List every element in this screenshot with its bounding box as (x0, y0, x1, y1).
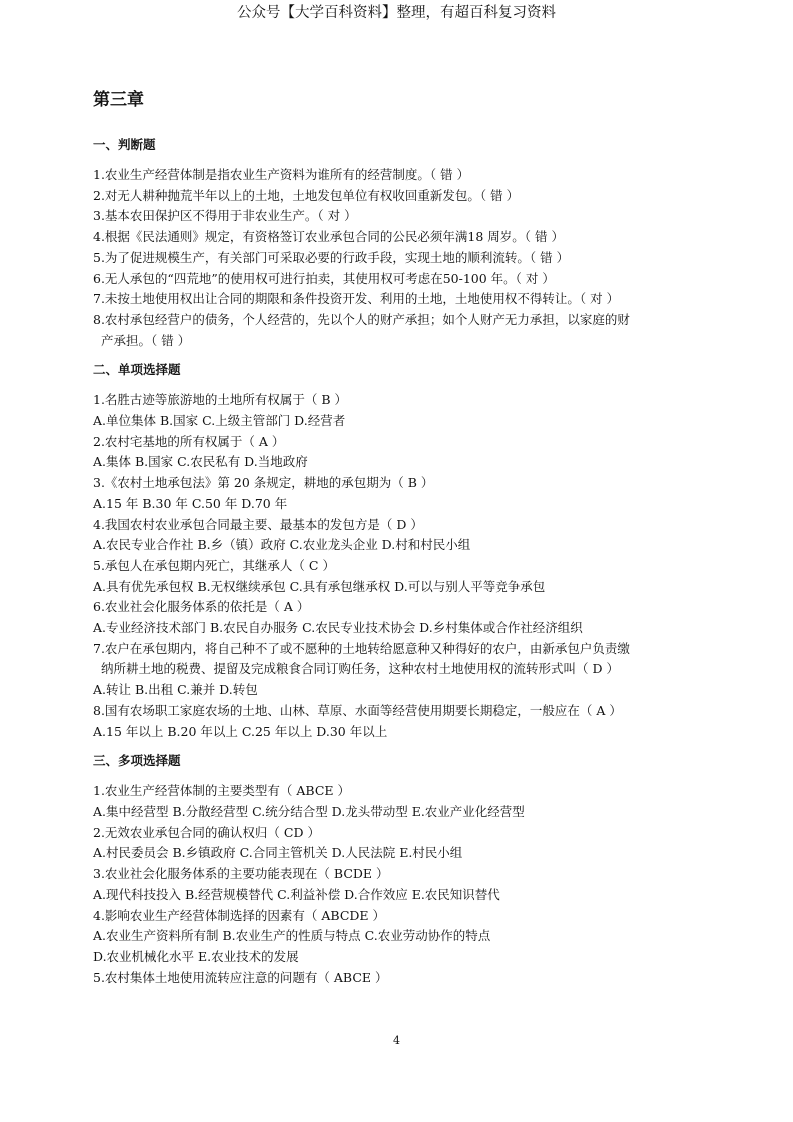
question-item (93, 639, 711, 680)
question-line: 7.农户在承包期内，将自己种不了或不愿种的土地转给愿意种又种得好的农户，由新承包户负责缴 (93, 640, 630, 656)
section-heading: 三、多项选择题 (93, 753, 181, 769)
options-line: A.15 年 B.30 年 C.50 年 D.70 年 (93, 495, 288, 511)
question-item: 4.根据《民法通则》规定，有资格签订农业承包合同的公民必须年满18 周岁。（ 错 ） (93, 229, 565, 245)
question-line: 3.《农村土地承包法》第 20 条规定，耕地的承包期为（ B ） (93, 475, 434, 491)
question-line: 2.无效农业承包合同的确认权归（ CD ） (93, 824, 320, 840)
page-header: 公众号【大学百科资料】整理，有超百科复习资料 (237, 5, 556, 21)
section-judgment (93, 135, 711, 351)
options-line: A.单位集体 B.国家 C.上级主管部门 D.经营者 (93, 413, 346, 429)
question-line-continued: 纳所耕土地的税费、提留及完成粮食合同订购任务，这种农村土地使用权的流转形式叫（ D ） (101, 661, 619, 677)
options-line: A.农民专业合作社 B.乡（镇）政府 C.农业龙头企业 D.村和村民小组 (93, 537, 471, 553)
options-line: A.具有优先承包权 B.无权继续承包 C.具有承包继承权 D.可以与别人平等竞争承包 (93, 578, 546, 594)
question-line: 4.我国农村农业承包合同最主要、最基本的发包方是（ D ） (93, 516, 423, 532)
question-line: 5.农村集体土地使用流转应注意的问题有（ ABCE ） (93, 969, 388, 985)
question-item: 3.基本农田保护区不得用于非农业生产。（ 对 ） (93, 208, 357, 224)
question-line: 4.影响农业生产经营体制选择的因素有（ ABCDE ） (93, 907, 386, 923)
section-heading: 一、判断题 (93, 137, 156, 152)
question-line: 5.承包人在承包期内死亡，其继承人（ C ） (93, 557, 335, 573)
question-line: 1.名胜古迹等旅游地的土地所有权属于（ B ） (93, 392, 348, 408)
question-line: 8.国有农场职工家庭农场的土地、山林、草原、水面等经营使用期要长期稳定，一般应在（ A ） (93, 702, 622, 718)
options-line: A.集体 B.国家 C.农民私有 D.当地政府 (93, 454, 308, 470)
options-line: A.转让 B.出租 C.兼并 D.转包 (93, 682, 258, 698)
question-item: 6.无人承包的“四荒地”的使用权可进行拍卖，其使用权可考虑在50-100 年。（ 对 ） (93, 270, 555, 286)
options-line: A.15 年以上 B.20 年以上 C.25 年以上 D.30 年以上 (93, 723, 388, 739)
options-line: A.村民委员会 B.乡镇政府 C.合同主管机关 D.人民法院 E.村民小组 (93, 845, 463, 861)
question-line: 6.农业社会化服务体系的依托是（ A ） (93, 599, 310, 615)
options-line: A.专业经济技术部门 B.农民自办服务 C.农民专业技术协会 D.乡村集体或合作社经济组织 (93, 620, 583, 636)
options-line: D.农业机械化水平 E.农业技术的发展 (93, 948, 299, 964)
question-item: 1.农业生产经营体制是指农业生产资料为谁所有的经营制度。（ 错 ） (93, 167, 470, 182)
options-line: A.现代科技投入 B.经营规模替代 C.利益补偿 D.合作效应 E.农民知识替代 (93, 886, 500, 902)
question-item: 7.未按土地使用权出让合同的期限和条件投资开发、利用的土地，土地使用权不得转让。（ 对 ） (93, 291, 620, 307)
section-multiple-choice (93, 751, 711, 988)
question-line: 2.农村宅基地的所有权属于（ A ） (93, 433, 285, 449)
page-number: 4 (393, 1034, 400, 1047)
question-line: 8.农村承包经营户的债务，个人经营的，先以个人的财产承担；如个人财产无力承担，以家庭的财 (93, 311, 630, 327)
question-line: 1.农业生产经营体制的主要类型有（ ABCE ） (93, 783, 351, 799)
question-item: 5.为了促进规模生产，有关部门可采取必要的行政手段，实现土地的顺利流转。（ 错 ） (93, 249, 570, 265)
options-line: A.集中经营型 B.分散经营型 C.统分结合型 D.龙头带动型 E.农业产业化经营型 (93, 803, 525, 819)
options-line: A.农业生产资料所有制 B.农业生产的性质与特点 C.农业劳动协作的特点 (93, 928, 491, 944)
question-item (93, 310, 711, 351)
question-line: 3.农业社会化服务体系的主要功能表现在（ BCDE ） (93, 866, 389, 882)
document-body (93, 135, 711, 997)
chapter-title: 第三章 (93, 90, 144, 110)
question-item: 2.对无人耕种抛荒半年以上的土地，土地发包单位有权收回重新发包。（ 错 ） (93, 187, 520, 203)
section-heading: 二、单项选择题 (93, 362, 181, 378)
section-single-choice (93, 360, 711, 742)
question-line-continued: 产承担。（ 错 ） (101, 332, 191, 348)
